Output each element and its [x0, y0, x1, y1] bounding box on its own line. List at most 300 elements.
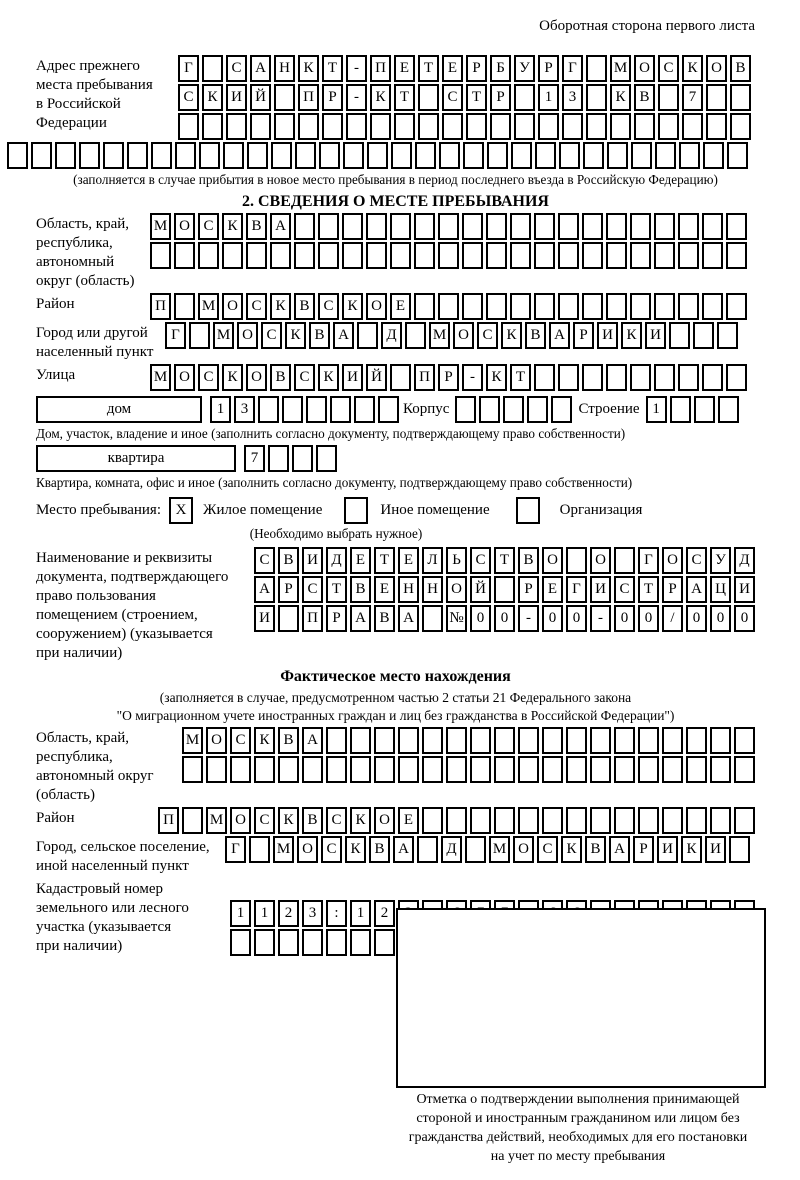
form-cell: С [537, 836, 558, 863]
form-cell: И [254, 605, 275, 632]
form-cell [366, 242, 387, 269]
form-cell: Т [638, 576, 659, 603]
region-rows [150, 213, 747, 269]
form-cell [706, 84, 727, 111]
stay-type-field [36, 497, 755, 524]
form-cell: В [294, 293, 315, 320]
form-cell [590, 807, 611, 834]
form-cell [630, 364, 651, 391]
previous-address-label [36, 55, 178, 133]
form-cell [694, 396, 715, 423]
form-cell [295, 142, 316, 169]
form-cell: Л [422, 547, 443, 574]
form-cell: 1 [538, 84, 559, 111]
form-cell [278, 605, 299, 632]
form-cell: С [178, 84, 199, 111]
form-cell [606, 213, 627, 240]
form-cell [330, 396, 351, 423]
form-cell: 0 [686, 605, 707, 632]
form-cell: А [302, 727, 323, 754]
form-cell: С [198, 213, 219, 240]
form-cell [189, 322, 210, 349]
form-cell [586, 84, 607, 111]
form-cell [614, 727, 635, 754]
form-cell [514, 84, 535, 111]
form-cell [463, 142, 484, 169]
form-cell: М [273, 836, 294, 863]
form-cell [503, 396, 524, 423]
stay-type-label: Место пребывания: [36, 502, 161, 518]
label-line: Область, край, [36, 216, 130, 232]
form-cell [271, 142, 292, 169]
form-cell [318, 213, 339, 240]
form-cell [614, 756, 635, 783]
form-cell [390, 364, 411, 391]
form-cell: В [270, 364, 291, 391]
form-cell [710, 807, 731, 834]
city-field [36, 322, 755, 362]
form-cell [370, 113, 391, 140]
form-cell: К [345, 836, 366, 863]
form-cell [470, 756, 491, 783]
form-cell [534, 242, 555, 269]
form-cell [678, 293, 699, 320]
form-cell [414, 293, 435, 320]
form-cell [466, 113, 487, 140]
label-line: Кадастровый номер [36, 881, 163, 897]
form-cell: И [590, 576, 611, 603]
caption-line: на учет по месту пребывания [490, 1149, 666, 1164]
form-cell [422, 727, 443, 754]
form-cell [511, 142, 532, 169]
form-cell: А [350, 605, 371, 632]
form-cell [326, 756, 347, 783]
form-cell: Т [418, 55, 439, 82]
form-cell [394, 113, 415, 140]
form-cell: К [682, 55, 703, 82]
form-cell: Р [633, 836, 654, 863]
form-cell: В [369, 836, 390, 863]
form-cell: 0 [710, 605, 731, 632]
form-cell [706, 113, 727, 140]
form-cell [542, 756, 563, 783]
form-cell: А [250, 55, 271, 82]
form-cell [582, 242, 603, 269]
form-cell [150, 242, 171, 269]
apartment-number-cells [244, 445, 337, 472]
form-cell [378, 396, 399, 423]
form-cell [438, 293, 459, 320]
label-line: Город или другой [36, 325, 148, 341]
ownership-document-rows [254, 547, 755, 632]
form-cell [726, 213, 747, 240]
region-field [36, 213, 755, 291]
actual-location-note [36, 689, 755, 725]
form-cell [727, 142, 748, 169]
form-cell: Р [518, 576, 539, 603]
confirmation-stamp-caption [376, 1090, 780, 1166]
form-cell: К [318, 364, 339, 391]
form-cell [318, 242, 339, 269]
form-cell: К [342, 293, 363, 320]
form-cell [658, 113, 679, 140]
form-cell: С [254, 807, 275, 834]
form-cell: Н [398, 576, 419, 603]
actual-district-label [36, 807, 158, 828]
label-line: автономный [36, 254, 115, 270]
form-cell [586, 55, 607, 82]
actual-district-row [158, 807, 755, 834]
form-cell: О [246, 364, 267, 391]
form-cell: Г [178, 55, 199, 82]
form-cell [726, 364, 747, 391]
form-cell [374, 727, 395, 754]
actual-region-row-1 [182, 727, 755, 754]
caption-line: стороной и иностранным гражданином или лицом без [416, 1111, 740, 1126]
form-cell [682, 113, 703, 140]
form-cell [374, 929, 395, 956]
form-cell [590, 756, 611, 783]
label-line: иной населенный пункт [36, 858, 189, 874]
note-line: "О миграционном учете иностранных граждан и лиц без гражданства в Российской Федерации") [116, 708, 675, 723]
form-cell [631, 142, 652, 169]
caption-line: Отметка о подтверждении выполнения принимающей [416, 1092, 740, 1107]
actual-city-label [36, 836, 225, 876]
form-cell [710, 756, 731, 783]
region-row-2 [150, 242, 747, 269]
city-row [165, 322, 738, 349]
form-cell: 3 [234, 396, 255, 423]
form-cell [442, 113, 463, 140]
note-line: (заполняется в случае, предусмотренном частью 2 статьи 21 Федерального закона [159, 690, 632, 705]
label-line: (область) [36, 787, 95, 803]
form-cell: А [686, 576, 707, 603]
form-cell [726, 242, 747, 269]
form-cell: К [222, 364, 243, 391]
form-cell [614, 547, 635, 574]
form-cell: К [561, 836, 582, 863]
form-cell [415, 142, 436, 169]
form-cell [418, 84, 439, 111]
form-cell: - [462, 364, 483, 391]
ownership-document-row-1 [254, 547, 755, 574]
stay-type-option-other-premises-label: Иное помещение [380, 502, 490, 518]
form-cell: 1 [350, 900, 371, 927]
form-cell: Р [573, 322, 594, 349]
form-cell [717, 322, 738, 349]
form-cell: - [590, 605, 611, 632]
form-cell [734, 727, 755, 754]
form-cell [566, 756, 587, 783]
form-cell: О [174, 364, 195, 391]
label-line: сооружением) (указывается [36, 626, 213, 642]
previous-address-rows [178, 55, 751, 140]
form-cell: К [254, 727, 275, 754]
form-cell: В [634, 84, 655, 111]
form-cell [662, 807, 683, 834]
house-field [36, 396, 755, 423]
form-cell [346, 113, 367, 140]
form-cell [494, 576, 515, 603]
form-cell: О [174, 213, 195, 240]
form-cell [274, 84, 295, 111]
form-cell [510, 293, 531, 320]
form-cell [534, 293, 555, 320]
house-number-cells [210, 396, 399, 423]
form-cell: С [321, 836, 342, 863]
label-line: при наличии) [36, 938, 123, 954]
form-cell: 0 [470, 605, 491, 632]
form-cell: В [278, 727, 299, 754]
form-cell [306, 396, 327, 423]
form-cell: Р [326, 605, 347, 632]
form-cell [354, 396, 375, 423]
form-cell: Д [381, 322, 402, 349]
form-cell: И [657, 836, 678, 863]
form-cell [542, 807, 563, 834]
form-cell: О [237, 322, 258, 349]
label-line: помещением (строением, [36, 607, 198, 623]
form-cell: Е [442, 55, 463, 82]
form-cell [702, 242, 723, 269]
form-cell: Р [278, 576, 299, 603]
form-cell: П [414, 364, 435, 391]
form-cell [634, 113, 655, 140]
street-field [36, 364, 755, 391]
form-cell [606, 242, 627, 269]
form-cell: Б [490, 55, 511, 82]
form-cell [374, 756, 395, 783]
form-cell: К [486, 364, 507, 391]
form-cell: 7 [244, 445, 265, 472]
form-cell: У [710, 547, 731, 574]
form-cell: К [610, 84, 631, 111]
form-cell: Д [441, 836, 462, 863]
form-cell: В [246, 213, 267, 240]
label-line: в Российской [36, 96, 121, 112]
form-cell: А [270, 213, 291, 240]
city-label [36, 322, 165, 362]
form-cell [582, 213, 603, 240]
form-cell: М [150, 213, 171, 240]
form-cell: Е [350, 547, 371, 574]
form-cell: Р [438, 364, 459, 391]
form-cell: О [542, 547, 563, 574]
form-cell: О [706, 55, 727, 82]
form-cell [127, 142, 148, 169]
form-cell [405, 322, 426, 349]
form-cell [249, 836, 270, 863]
form-cell [268, 445, 289, 472]
form-cell [246, 242, 267, 269]
form-cell: К [222, 213, 243, 240]
form-cell [582, 293, 603, 320]
form-cell [566, 727, 587, 754]
form-cell [630, 242, 651, 269]
form-cell [391, 142, 412, 169]
form-cell [678, 242, 699, 269]
form-cell: О [230, 807, 251, 834]
form-cell [439, 142, 460, 169]
form-cell: 2 [278, 900, 299, 927]
form-cell [662, 727, 683, 754]
form-cell: И [342, 364, 363, 391]
ownership-document-label [36, 547, 254, 663]
form-cell [566, 807, 587, 834]
form-cell [292, 445, 313, 472]
form-cell: О [634, 55, 655, 82]
form-cell: Е [374, 576, 395, 603]
form-cell: Е [542, 576, 563, 603]
form-cell [366, 213, 387, 240]
form-cell [678, 213, 699, 240]
form-cell [693, 322, 714, 349]
form-cell: Н [274, 55, 295, 82]
form-cell [662, 756, 683, 783]
form-cell [462, 293, 483, 320]
form-cell: С [230, 727, 251, 754]
previous-address-note: (заполняется в случае прибытия в новое место пребывания в период последнего въезда в Российскую Федерацию) [73, 172, 718, 187]
form-cell: 0 [566, 605, 587, 632]
form-cell: К [681, 836, 702, 863]
form-cell [566, 547, 587, 574]
form-cell: М [610, 55, 631, 82]
form-cell: К [621, 322, 642, 349]
label-line: при наличии) [36, 645, 123, 661]
region-label [36, 213, 150, 291]
form-cell [607, 142, 628, 169]
form-cell: Т [466, 84, 487, 111]
form-cell [398, 756, 419, 783]
form-cell: К [202, 84, 223, 111]
form-cell [250, 113, 271, 140]
form-cell: Е [390, 293, 411, 320]
form-cell [658, 84, 679, 111]
form-cell: Й [366, 364, 387, 391]
form-cell: П [150, 293, 171, 320]
form-cell [438, 242, 459, 269]
apartment-note: Квартира, комната, офис и иное (заполнить согласно документу, подтверждающему право собственности) [36, 475, 633, 490]
form-cell [455, 396, 476, 423]
form-cell: В [525, 322, 546, 349]
form-cell: А [393, 836, 414, 863]
form-cell [417, 836, 438, 863]
cadastre-label [36, 878, 230, 956]
form-cell [654, 293, 675, 320]
form-cell: В [730, 55, 751, 82]
form-cell [230, 756, 251, 783]
label-line: документа, подтверждающего [36, 569, 229, 585]
label-line: Область, край, [36, 730, 130, 746]
form-cell [258, 396, 279, 423]
ownership-document-row-3 [254, 605, 755, 632]
form-cell [418, 113, 439, 140]
form-cell: О [206, 727, 227, 754]
form-cell: Ц [710, 576, 731, 603]
form-cell: - [346, 84, 367, 111]
form-cell: В [518, 547, 539, 574]
form-cell [558, 242, 579, 269]
form-cell: А [609, 836, 630, 863]
label-line: Район [36, 810, 75, 826]
apartment-field [36, 445, 755, 472]
form-cell: И [734, 576, 755, 603]
form-cell [350, 727, 371, 754]
form-cell [559, 142, 580, 169]
form-cell: Г [562, 55, 583, 82]
district-label [36, 293, 150, 314]
form-cell: К [370, 84, 391, 111]
form-cell: С [470, 547, 491, 574]
form-cell: 0 [638, 605, 659, 632]
ownership-document-field [36, 547, 755, 663]
form-cell [390, 213, 411, 240]
street-row [150, 364, 747, 391]
form-cell: С [686, 547, 707, 574]
form-cell: Е [398, 807, 419, 834]
form-cell: М [198, 293, 219, 320]
form-cell: С [658, 55, 679, 82]
form-cell [494, 727, 515, 754]
form-cell: В [374, 605, 395, 632]
section2-title: 2. СВЕДЕНИЯ О МЕСТЕ ПРЕБЫВАНИЯ [242, 193, 549, 210]
form-cell: 0 [494, 605, 515, 632]
form-cell [446, 756, 467, 783]
form-cell: М [429, 322, 450, 349]
form-cell: Ь [446, 547, 467, 574]
label-line: автономный округ [36, 768, 154, 784]
form-cell: 3 [562, 84, 583, 111]
form-cell [638, 727, 659, 754]
form-cell [151, 142, 172, 169]
form-cell [462, 213, 483, 240]
form-cell: Т [494, 547, 515, 574]
form-cell [446, 727, 467, 754]
previous-address-row-3 [178, 113, 751, 140]
form-cell: И [302, 547, 323, 574]
form-cell [31, 142, 52, 169]
form-cell: Н [422, 576, 443, 603]
label-line: Наименование и реквизиты [36, 550, 213, 566]
form-cell: У [514, 55, 535, 82]
form-cell: Р [322, 84, 343, 111]
form-cell: Г [165, 322, 186, 349]
form-cell [422, 807, 443, 834]
form-cell: С [246, 293, 267, 320]
form-cell [316, 445, 337, 472]
form-cell [686, 756, 707, 783]
form-cell [630, 213, 651, 240]
form-cell: / [662, 605, 683, 632]
form-cell: О [374, 807, 395, 834]
form-cell: Т [394, 84, 415, 111]
form-cell: А [254, 576, 275, 603]
form-cell [583, 142, 604, 169]
form-cell: Р [538, 55, 559, 82]
form-cell: С [326, 807, 347, 834]
form-cell: С [614, 576, 635, 603]
district-field [36, 293, 755, 320]
form-cell: И [645, 322, 666, 349]
caption-line: гражданства действий, необходимых для его постановки [408, 1130, 748, 1145]
form-cell [223, 142, 244, 169]
form-cell: Г [566, 576, 587, 603]
form-cell [730, 113, 751, 140]
form-cell [302, 929, 323, 956]
form-cell [182, 756, 203, 783]
form-cell [654, 242, 675, 269]
form-cell [558, 213, 579, 240]
